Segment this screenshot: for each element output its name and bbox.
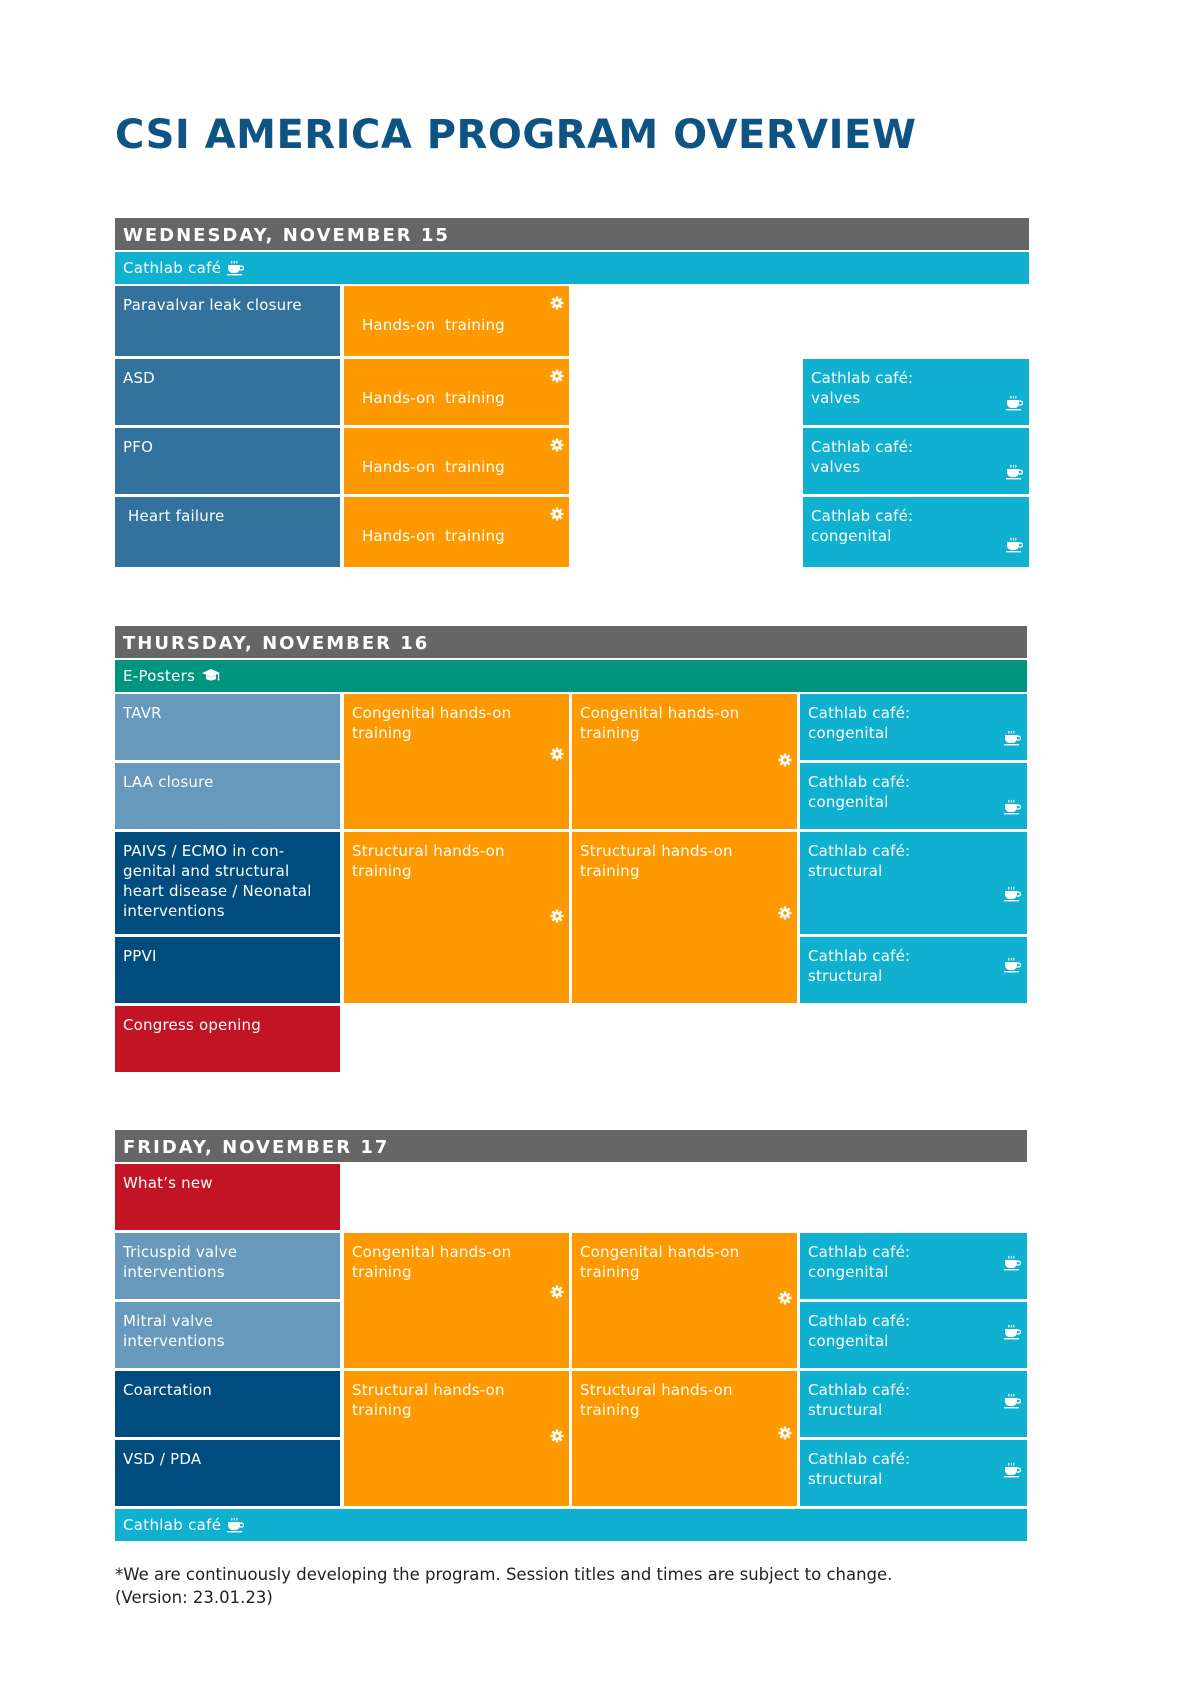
gear-icon bbox=[550, 438, 564, 452]
congenital-hands-on-training-2[interactable]: Congenital hands-on training bbox=[572, 694, 797, 829]
coffee-cup-icon bbox=[1004, 1462, 1021, 1478]
coffee-cup-icon bbox=[227, 1517, 244, 1533]
footnote-version: (Version: 23.01.23) bbox=[115, 1588, 273, 1607]
footnote bbox=[115, 1563, 892, 1609]
session-congress-opening[interactable]: Congress opening bbox=[115, 1006, 340, 1072]
session-mitral-valve[interactable]: Mitral valve interventions bbox=[115, 1302, 340, 1368]
bar-label: E-Posters bbox=[123, 667, 196, 685]
structural-hands-on-training-1[interactable]: Structural hands-on training bbox=[344, 832, 569, 1003]
session-coarctation[interactable]: Coarctation bbox=[115, 1371, 340, 1437]
day-header-wednesday: WEDNESDAY, NOVEMBER 15 bbox=[115, 218, 1029, 250]
footnote-disclaimer: *We are continuously developing the program. Session titles and times are subject to change. bbox=[115, 1565, 893, 1584]
gear-icon bbox=[550, 507, 564, 521]
session-ppvi[interactable]: PPVI bbox=[115, 937, 340, 1003]
gear-icon bbox=[778, 906, 792, 920]
cathlab-cafe-structural-fri-2[interactable]: Cathlab café: structural bbox=[800, 1440, 1027, 1506]
session-whats-new[interactable]: What’s new bbox=[115, 1164, 340, 1230]
page-title: CSI AMERICA PROGRAM OVERVIEW bbox=[115, 112, 917, 158]
day-header-friday: FRIDAY, NOVEMBER 17 bbox=[115, 1130, 1027, 1162]
session-vsd-pda[interactable]: VSD / PDA bbox=[115, 1440, 340, 1506]
graduation-cap-icon bbox=[201, 668, 221, 684]
cathlab-cafe-congenital-wed[interactable]: Cathlab café: congenital bbox=[803, 497, 1029, 567]
day-header-thursday: THURSDAY, NOVEMBER 16 bbox=[115, 626, 1027, 658]
coffee-cup-icon bbox=[1006, 464, 1023, 480]
coffee-cup-icon bbox=[1006, 537, 1023, 553]
coffee-cup-icon bbox=[1004, 730, 1021, 746]
gear-icon bbox=[550, 1429, 564, 1443]
bar-label: Cathlab café bbox=[123, 259, 222, 277]
coffee-cup-icon bbox=[1004, 1324, 1021, 1340]
gear-icon bbox=[550, 747, 564, 761]
hands-on-training-2[interactable]: Hands-on training bbox=[344, 359, 569, 425]
gear-icon bbox=[778, 1291, 792, 1305]
cathlab-cafe-bar-friday[interactable] bbox=[115, 1509, 1027, 1541]
gear-icon bbox=[778, 753, 792, 767]
structural-hands-on-training-fri-1[interactable]: Structural hands-on training bbox=[344, 1371, 569, 1506]
gear-icon bbox=[550, 369, 564, 383]
gear-icon bbox=[550, 1285, 564, 1299]
hands-on-training-1[interactable]: Hands-on training bbox=[344, 286, 569, 356]
coffee-cup-icon bbox=[1004, 799, 1021, 815]
coffee-cup-icon bbox=[1004, 957, 1021, 973]
coffee-cup-icon bbox=[1004, 1393, 1021, 1409]
cathlab-cafe-congenital-fri-2[interactable]: Cathlab café: congenital bbox=[800, 1302, 1027, 1368]
coffee-cup-icon bbox=[227, 260, 244, 276]
cathlab-cafe-structural-1[interactable]: Cathlab café: structural bbox=[800, 832, 1027, 934]
session-paivs-ecmo[interactable]: PAIVS / ECMO in con- genital and structural heart disease / Neonatal interventions bbox=[115, 832, 340, 934]
gear-icon bbox=[550, 909, 564, 923]
congenital-hands-on-training-1[interactable]: Congenital hands-on training bbox=[344, 694, 569, 829]
cathlab-cafe-bar-wednesday[interactable] bbox=[115, 252, 1029, 284]
session-heart-failure[interactable]: Heart failure bbox=[115, 497, 340, 567]
session-paravalvar-leak-closure[interactable]: Paravalvar leak closure bbox=[115, 286, 340, 356]
cathlab-cafe-congenital-2[interactable]: Cathlab café: congenital bbox=[800, 763, 1027, 829]
cathlab-cafe-congenital-fri-1[interactable]: Cathlab café: congenital bbox=[800, 1233, 1027, 1299]
coffee-cup-icon bbox=[1006, 395, 1023, 411]
session-tricuspid-valve[interactable]: Tricuspid valve interventions bbox=[115, 1233, 340, 1299]
coffee-cup-icon bbox=[1004, 886, 1021, 902]
e-posters-bar[interactable] bbox=[115, 660, 1027, 692]
congenital-hands-on-training-fri-2[interactable]: Congenital hands-on training bbox=[572, 1233, 797, 1368]
cathlab-cafe-valves-2[interactable]: Cathlab café: valves bbox=[803, 428, 1029, 494]
cathlab-cafe-valves-1[interactable]: Cathlab café: valves bbox=[803, 359, 1029, 425]
session-laa-closure[interactable]: LAA closure bbox=[115, 763, 340, 829]
hands-on-training-4[interactable]: Hands-on training bbox=[344, 497, 569, 567]
congenital-hands-on-training-fri-1[interactable]: Congenital hands-on training bbox=[344, 1233, 569, 1368]
bar-label: Cathlab café bbox=[123, 1516, 222, 1534]
gear-icon bbox=[550, 296, 564, 310]
session-asd[interactable]: ASD bbox=[115, 359, 340, 425]
structural-hands-on-training-fri-2[interactable]: Structural hands-on training bbox=[572, 1371, 797, 1506]
cathlab-cafe-congenital-1[interactable]: Cathlab café: congenital bbox=[800, 694, 1027, 760]
session-tavr[interactable]: TAVR bbox=[115, 694, 340, 760]
gear-icon bbox=[778, 1426, 792, 1440]
hands-on-training-3[interactable]: Hands-on training bbox=[344, 428, 569, 494]
cathlab-cafe-structural-fri-1[interactable]: Cathlab café: structural bbox=[800, 1371, 1027, 1437]
coffee-cup-icon bbox=[1004, 1255, 1021, 1271]
cathlab-cafe-structural-2[interactable]: Cathlab café: structural bbox=[800, 937, 1027, 1003]
structural-hands-on-training-2[interactable]: Structural hands-on training bbox=[572, 832, 797, 1003]
session-pfo[interactable]: PFO bbox=[115, 428, 340, 494]
